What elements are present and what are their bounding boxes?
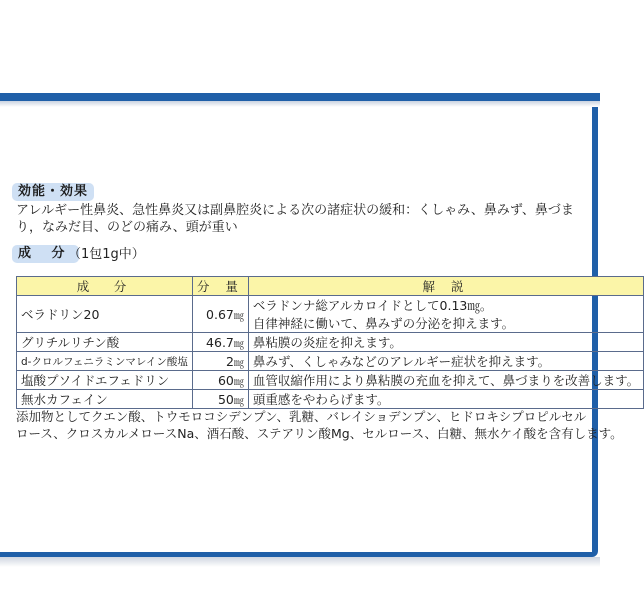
ingredient-description: 鼻みず、くしゃみなどのアレルギー症状を抑えます。 — [248, 352, 643, 371]
ingredient-description: 頭重感をやわらげます。 — [248, 390, 643, 409]
table-row — [17, 296, 644, 333]
ingredient-amount: 46.7㎎ — [192, 333, 248, 352]
ingredient-name: d-クロルフェニラミンマレイン酸塩 — [17, 352, 193, 371]
ingredients-table — [16, 276, 644, 409]
ingredients-heading-note: （1包1g中） — [68, 247, 145, 262]
ingredient-name: 無水カフェイン — [17, 390, 193, 409]
top-blue-bar — [0, 93, 600, 101]
additives-line-1: 添加物としてクエン酸、トウモロコシデンプン、乳糖、バレイショデンプン、ヒドロキシプロピルセル — [16, 409, 587, 424]
header-description: 解 説 — [248, 277, 643, 296]
efficacy-line-2: り，なみだ目、のどの痛み、頭が重い — [16, 220, 238, 235]
ingredient-amount: 2㎎ — [192, 352, 248, 371]
bottom-shadow — [0, 557, 600, 567]
ingredient-amount: 0.67㎎ — [192, 296, 248, 333]
ingredient-amount: 60㎎ — [192, 371, 248, 390]
ingredient-description: 鼻粘膜の炎症を抑えます。 — [248, 333, 643, 352]
ingredient-name: グリチルリチン酸 — [17, 333, 193, 352]
efficacy-heading: 効能・効果 — [12, 183, 94, 201]
table-row — [17, 371, 644, 390]
table-header-row — [17, 277, 644, 296]
header-amount: 分 量 — [192, 277, 248, 296]
ingredients-heading: 成 分 — [12, 245, 79, 263]
ingredient-description: ベラドンナ総アルカロイドとして0.13㎎。 自律神経に働いて、鼻みずの分泌を抑えます。 — [248, 296, 643, 333]
table-row — [17, 352, 644, 371]
additives-line-2: ロース、クロスカルメロースNa、酒石酸、ステアリン酸Mg、セルロース、白糖、無水ケイ酸を含有します。 — [16, 426, 623, 441]
ingredient-amount: 50㎎ — [192, 390, 248, 409]
table-row — [17, 390, 644, 409]
ingredient-name: 塩酸プソイドエフェドリン — [17, 371, 193, 390]
ingredient-name: ベラドリン20 — [17, 296, 193, 333]
efficacy-line-1: アレルギー性鼻炎、急性鼻炎又は副鼻腔炎による次の諸症状の緩和：くしゃみ、鼻みず、鼻づま — [16, 203, 574, 218]
header-ingredient: 成 分 — [17, 277, 193, 296]
table-row — [17, 333, 644, 352]
ingredient-description: 血管収縮作用により鼻粘膜の充血を抑えて、鼻づまりを改善します。 — [248, 371, 643, 390]
